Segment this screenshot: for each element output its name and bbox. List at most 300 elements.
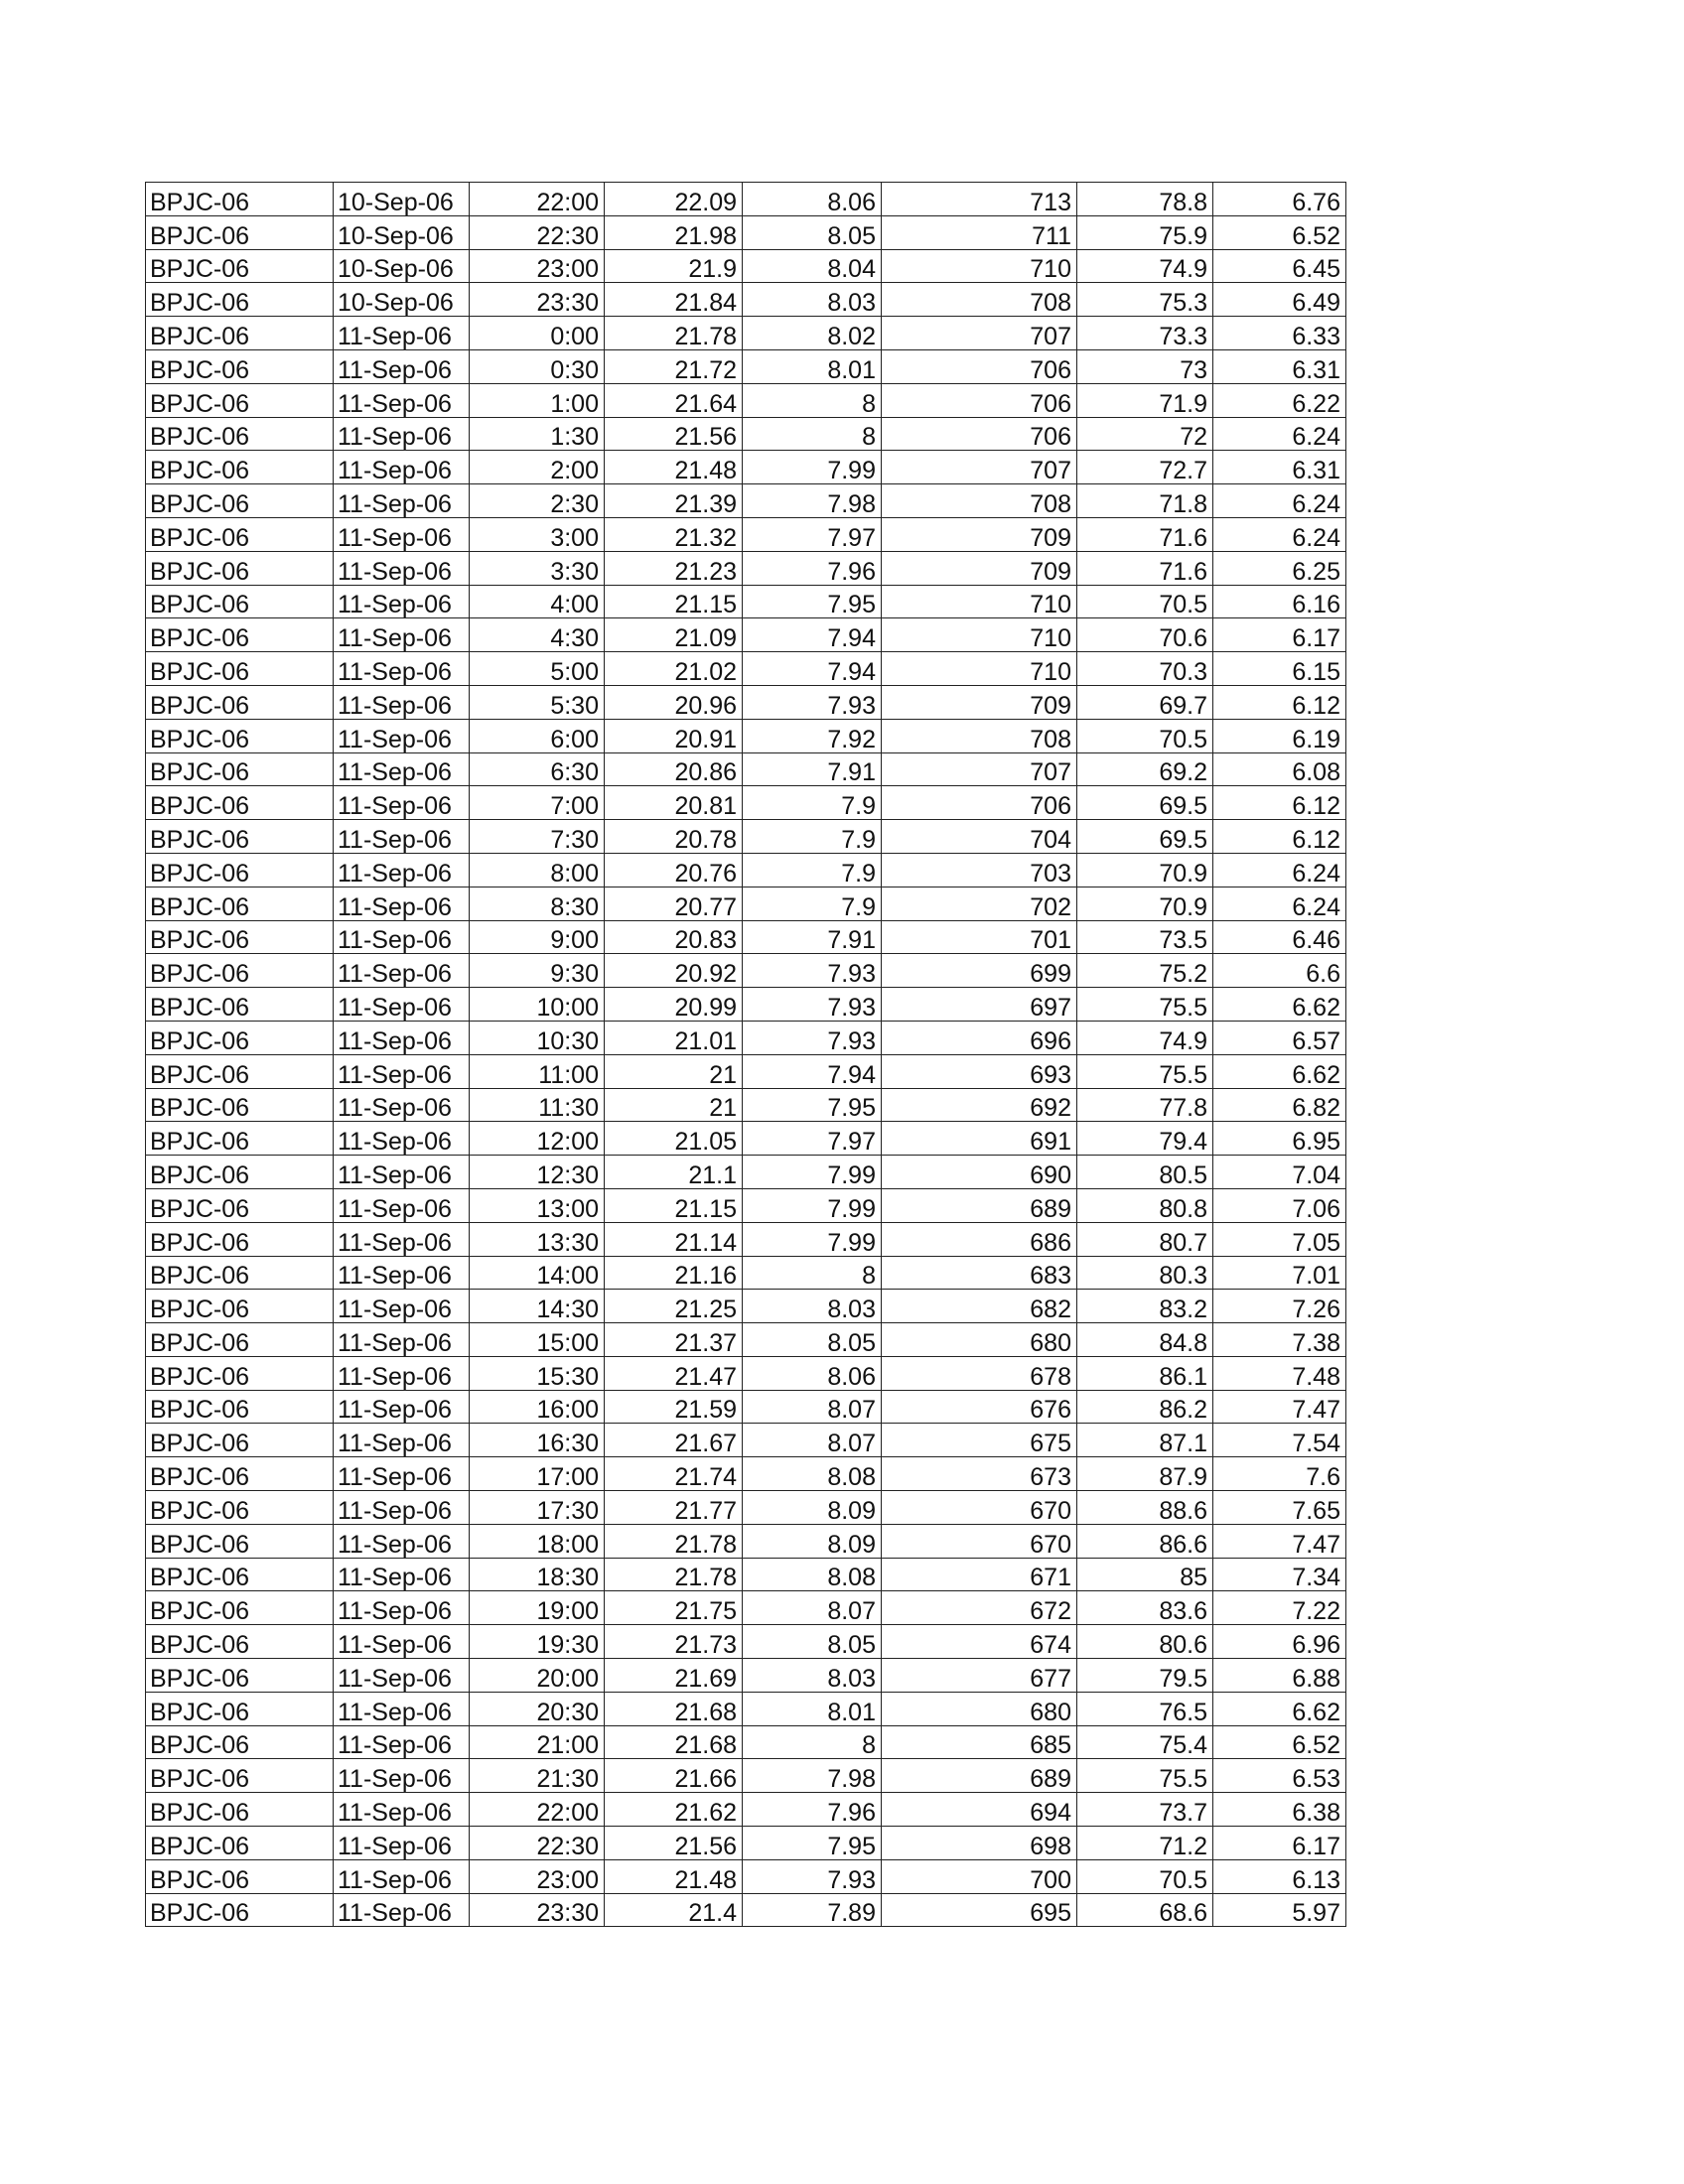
do-percent-cell: 88.6 [1077, 1491, 1213, 1525]
conductivity-cell: 700 [882, 1859, 1077, 1893]
table-row [146, 317, 1346, 350]
ph-cell: 7.93 [743, 1859, 882, 1893]
date-cell: 10-Sep-06 [334, 183, 470, 216]
ph-cell: 8.07 [743, 1424, 882, 1457]
do-percent-cell: 72.7 [1077, 451, 1213, 484]
conductivity-cell: 674 [882, 1625, 1077, 1659]
date-cell: 11-Sep-06 [334, 1188, 470, 1222]
date-cell: 11-Sep-06 [334, 1893, 470, 1927]
ph-cell: 7.94 [743, 618, 882, 652]
time-cell: 11:30 [470, 1088, 605, 1122]
do-percent-cell: 74.9 [1077, 249, 1213, 283]
conductivity-cell: 675 [882, 1424, 1077, 1457]
conductivity-cell: 709 [882, 517, 1077, 551]
do-percent-cell: 80.6 [1077, 1625, 1213, 1659]
do-percent-cell: 79.5 [1077, 1659, 1213, 1693]
do-mgl-cell: 6.62 [1213, 1692, 1346, 1725]
date-cell: 11-Sep-06 [334, 1156, 470, 1189]
table-row [146, 1188, 1346, 1222]
site-cell: BPJC-06 [146, 451, 334, 484]
do-percent-cell: 87.9 [1077, 1457, 1213, 1491]
do-mgl-cell: 6.12 [1213, 820, 1346, 854]
temperature-cell: 21.01 [605, 1021, 743, 1054]
site-cell: BPJC-06 [146, 317, 334, 350]
site-cell: BPJC-06 [146, 1893, 334, 1927]
site-cell: BPJC-06 [146, 215, 334, 249]
temperature-cell: 21.68 [605, 1692, 743, 1725]
do-mgl-cell: 6.52 [1213, 215, 1346, 249]
time-cell: 16:00 [470, 1390, 605, 1424]
date-cell: 11-Sep-06 [334, 954, 470, 988]
do-mgl-cell: 6.22 [1213, 383, 1346, 417]
temperature-cell: 21.15 [605, 585, 743, 618]
do-percent-cell: 83.6 [1077, 1591, 1213, 1625]
date-cell: 11-Sep-06 [334, 1457, 470, 1491]
temperature-cell: 21.15 [605, 1188, 743, 1222]
date-cell: 11-Sep-06 [334, 551, 470, 585]
time-cell: 0:00 [470, 317, 605, 350]
date-cell: 11-Sep-06 [334, 1424, 470, 1457]
ph-cell: 7.97 [743, 517, 882, 551]
date-cell: 11-Sep-06 [334, 451, 470, 484]
date-cell: 11-Sep-06 [334, 1625, 470, 1659]
temperature-cell: 20.76 [605, 853, 743, 887]
data-table [145, 182, 1346, 1927]
time-cell: 5:00 [470, 652, 605, 686]
do-percent-cell: 69.2 [1077, 752, 1213, 786]
conductivity-cell: 707 [882, 317, 1077, 350]
do-mgl-cell: 6.88 [1213, 1659, 1346, 1693]
table-row [146, 1491, 1346, 1525]
ph-cell: 8.04 [743, 249, 882, 283]
do-percent-cell: 75.3 [1077, 283, 1213, 317]
ph-cell: 8.08 [743, 1558, 882, 1591]
do-mgl-cell: 6.62 [1213, 1054, 1346, 1088]
temperature-cell: 21.74 [605, 1457, 743, 1491]
ph-cell: 7.97 [743, 1122, 882, 1156]
conductivity-cell: 710 [882, 249, 1077, 283]
do-mgl-cell: 6.95 [1213, 1122, 1346, 1156]
date-cell: 11-Sep-06 [334, 920, 470, 954]
time-cell: 23:30 [470, 1893, 605, 1927]
date-cell: 11-Sep-06 [334, 1659, 470, 1693]
do-mgl-cell: 7.6 [1213, 1457, 1346, 1491]
ph-cell: 7.9 [743, 786, 882, 820]
site-cell: BPJC-06 [146, 988, 334, 1022]
site-cell: BPJC-06 [146, 1725, 334, 1759]
conductivity-cell: 706 [882, 786, 1077, 820]
conductivity-cell: 693 [882, 1054, 1077, 1088]
date-cell: 11-Sep-06 [334, 887, 470, 920]
do-mgl-cell: 6.49 [1213, 283, 1346, 317]
table-row [146, 183, 1346, 216]
table-row [146, 1558, 1346, 1591]
do-mgl-cell: 5.97 [1213, 1893, 1346, 1927]
table-row [146, 249, 1346, 283]
date-cell: 11-Sep-06 [334, 685, 470, 719]
time-cell: 15:00 [470, 1323, 605, 1357]
time-cell: 14:00 [470, 1256, 605, 1290]
do-mgl-cell: 6.24 [1213, 517, 1346, 551]
conductivity-cell: 689 [882, 1759, 1077, 1793]
conductivity-cell: 702 [882, 887, 1077, 920]
ph-cell: 8.07 [743, 1591, 882, 1625]
table-row [146, 954, 1346, 988]
do-percent-cell: 86.2 [1077, 1390, 1213, 1424]
do-percent-cell: 71.2 [1077, 1827, 1213, 1860]
temperature-cell: 21.32 [605, 517, 743, 551]
date-cell: 11-Sep-06 [334, 317, 470, 350]
do-percent-cell: 71.8 [1077, 484, 1213, 518]
site-cell: BPJC-06 [146, 1122, 334, 1156]
do-mgl-cell: 6.31 [1213, 451, 1346, 484]
conductivity-cell: 706 [882, 383, 1077, 417]
do-percent-cell: 75.4 [1077, 1725, 1213, 1759]
site-cell: BPJC-06 [146, 1793, 334, 1827]
temperature-cell: 21 [605, 1054, 743, 1088]
site-cell: BPJC-06 [146, 1256, 334, 1290]
table-row [146, 383, 1346, 417]
site-cell: BPJC-06 [146, 1222, 334, 1256]
time-cell: 5:30 [470, 685, 605, 719]
conductivity-cell: 690 [882, 1156, 1077, 1189]
site-cell: BPJC-06 [146, 920, 334, 954]
temperature-cell: 20.77 [605, 887, 743, 920]
do-mgl-cell: 6.17 [1213, 1827, 1346, 1860]
do-percent-cell: 70.9 [1077, 853, 1213, 887]
table-row [146, 517, 1346, 551]
time-cell: 4:00 [470, 585, 605, 618]
time-cell: 2:00 [470, 451, 605, 484]
ph-cell: 8.01 [743, 349, 882, 383]
temperature-cell: 20.91 [605, 719, 743, 752]
time-cell: 22:00 [470, 183, 605, 216]
site-cell: BPJC-06 [146, 1156, 334, 1189]
ph-cell: 7.93 [743, 1021, 882, 1054]
do-mgl-cell: 6.82 [1213, 1088, 1346, 1122]
temperature-cell: 21.75 [605, 1591, 743, 1625]
conductivity-cell: 673 [882, 1457, 1077, 1491]
table-row [146, 283, 1346, 317]
ph-cell: 8.08 [743, 1457, 882, 1491]
site-cell: BPJC-06 [146, 719, 334, 752]
do-percent-cell: 74.9 [1077, 1021, 1213, 1054]
time-cell: 7:30 [470, 820, 605, 854]
do-percent-cell: 80.5 [1077, 1156, 1213, 1189]
time-cell: 18:30 [470, 1558, 605, 1591]
table-row [146, 1692, 1346, 1725]
date-cell: 11-Sep-06 [334, 752, 470, 786]
time-cell: 13:00 [470, 1188, 605, 1222]
do-percent-cell: 78.8 [1077, 183, 1213, 216]
table-row [146, 988, 1346, 1022]
ph-cell: 7.99 [743, 451, 882, 484]
table-row [146, 1290, 1346, 1323]
time-cell: 22:00 [470, 1793, 605, 1827]
time-cell: 20:30 [470, 1692, 605, 1725]
do-percent-cell: 75.9 [1077, 215, 1213, 249]
conductivity-cell: 696 [882, 1021, 1077, 1054]
date-cell: 11-Sep-06 [334, 719, 470, 752]
table-row [146, 1356, 1346, 1390]
date-cell: 11-Sep-06 [334, 1323, 470, 1357]
time-cell: 0:30 [470, 349, 605, 383]
temperature-cell: 21.48 [605, 1859, 743, 1893]
conductivity-cell: 686 [882, 1222, 1077, 1256]
do-mgl-cell: 7.65 [1213, 1491, 1346, 1525]
site-cell: BPJC-06 [146, 1290, 334, 1323]
ph-cell: 8 [743, 1725, 882, 1759]
do-mgl-cell: 7.34 [1213, 1558, 1346, 1591]
table-row [146, 1222, 1346, 1256]
date-cell: 11-Sep-06 [334, 1290, 470, 1323]
do-mgl-cell: 6.57 [1213, 1021, 1346, 1054]
do-mgl-cell: 7.05 [1213, 1222, 1346, 1256]
date-cell: 11-Sep-06 [334, 1491, 470, 1525]
temperature-cell: 20.96 [605, 685, 743, 719]
site-cell: BPJC-06 [146, 1759, 334, 1793]
temperature-cell: 21.78 [605, 1558, 743, 1591]
ph-cell: 8.09 [743, 1491, 882, 1525]
do-percent-cell: 77.8 [1077, 1088, 1213, 1122]
site-cell: BPJC-06 [146, 417, 334, 451]
conductivity-cell: 672 [882, 1591, 1077, 1625]
site-cell: BPJC-06 [146, 1491, 334, 1525]
site-cell: BPJC-06 [146, 954, 334, 988]
ph-cell: 8.06 [743, 1356, 882, 1390]
ph-cell: 7.9 [743, 820, 882, 854]
do-percent-cell: 70.5 [1077, 1859, 1213, 1893]
site-cell: BPJC-06 [146, 585, 334, 618]
do-mgl-cell: 6.19 [1213, 719, 1346, 752]
temperature-cell: 21.05 [605, 1122, 743, 1156]
table-row [146, 920, 1346, 954]
site-cell: BPJC-06 [146, 853, 334, 887]
conductivity-cell: 680 [882, 1323, 1077, 1357]
time-cell: 8:00 [470, 853, 605, 887]
do-percent-cell: 80.8 [1077, 1188, 1213, 1222]
table-body [146, 183, 1346, 1927]
ph-cell: 8 [743, 1256, 882, 1290]
time-cell: 3:00 [470, 517, 605, 551]
date-cell: 10-Sep-06 [334, 283, 470, 317]
temperature-cell: 21.39 [605, 484, 743, 518]
table-row [146, 1859, 1346, 1893]
time-cell: 15:30 [470, 1356, 605, 1390]
temperature-cell: 21.25 [605, 1290, 743, 1323]
table-row [146, 1054, 1346, 1088]
ph-cell: 7.91 [743, 752, 882, 786]
time-cell: 19:30 [470, 1625, 605, 1659]
do-percent-cell: 75.5 [1077, 1054, 1213, 1088]
conductivity-cell: 680 [882, 1692, 1077, 1725]
temperature-cell: 21.1 [605, 1156, 743, 1189]
table-row [146, 1625, 1346, 1659]
conductivity-cell: 694 [882, 1793, 1077, 1827]
site-cell: BPJC-06 [146, 887, 334, 920]
do-mgl-cell: 6.12 [1213, 685, 1346, 719]
table-row [146, 1893, 1346, 1927]
time-cell: 19:00 [470, 1591, 605, 1625]
do-mgl-cell: 7.48 [1213, 1356, 1346, 1390]
date-cell: 11-Sep-06 [334, 1591, 470, 1625]
do-percent-cell: 71.6 [1077, 551, 1213, 585]
table-row [146, 685, 1346, 719]
time-cell: 3:30 [470, 551, 605, 585]
do-percent-cell: 80.7 [1077, 1222, 1213, 1256]
temperature-cell: 21.48 [605, 451, 743, 484]
conductivity-cell: 709 [882, 551, 1077, 585]
time-cell: 22:30 [470, 215, 605, 249]
site-cell: BPJC-06 [146, 685, 334, 719]
do-mgl-cell: 7.22 [1213, 1591, 1346, 1625]
do-mgl-cell: 6.96 [1213, 1625, 1346, 1659]
do-mgl-cell: 7.26 [1213, 1290, 1346, 1323]
do-percent-cell: 85 [1077, 1558, 1213, 1591]
time-cell: 23:00 [470, 1859, 605, 1893]
date-cell: 11-Sep-06 [334, 853, 470, 887]
do-mgl-cell: 6.53 [1213, 1759, 1346, 1793]
date-cell: 11-Sep-06 [334, 1256, 470, 1290]
ph-cell: 8.09 [743, 1524, 882, 1558]
time-cell: 6:30 [470, 752, 605, 786]
site-cell: BPJC-06 [146, 618, 334, 652]
do-mgl-cell: 6.6 [1213, 954, 1346, 988]
do-mgl-cell: 6.12 [1213, 786, 1346, 820]
do-percent-cell: 73.7 [1077, 1793, 1213, 1827]
ph-cell: 8.05 [743, 1625, 882, 1659]
table-row [146, 1122, 1346, 1156]
ph-cell: 7.95 [743, 1827, 882, 1860]
table-row [146, 1256, 1346, 1290]
temperature-cell: 20.81 [605, 786, 743, 820]
conductivity-cell: 706 [882, 417, 1077, 451]
time-cell: 12:30 [470, 1156, 605, 1189]
time-cell: 17:30 [470, 1491, 605, 1525]
time-cell: 1:30 [470, 417, 605, 451]
temperature-cell: 22.09 [605, 183, 743, 216]
do-percent-cell: 70.9 [1077, 887, 1213, 920]
site-cell: BPJC-06 [146, 1859, 334, 1893]
ph-cell: 7.98 [743, 484, 882, 518]
site-cell: BPJC-06 [146, 283, 334, 317]
ph-cell: 7.93 [743, 988, 882, 1022]
conductivity-cell: 683 [882, 1256, 1077, 1290]
time-cell: 13:30 [470, 1222, 605, 1256]
site-cell: BPJC-06 [146, 1692, 334, 1725]
temperature-cell: 21.59 [605, 1390, 743, 1424]
temperature-cell: 21.73 [605, 1625, 743, 1659]
date-cell: 11-Sep-06 [334, 1390, 470, 1424]
table-row [146, 215, 1346, 249]
date-cell: 11-Sep-06 [334, 1759, 470, 1793]
do-mgl-cell: 7.06 [1213, 1188, 1346, 1222]
time-cell: 8:30 [470, 887, 605, 920]
ph-cell: 8.01 [743, 1692, 882, 1725]
ph-cell: 7.9 [743, 887, 882, 920]
do-mgl-cell: 6.46 [1213, 920, 1346, 954]
conductivity-cell: 704 [882, 820, 1077, 854]
do-percent-cell: 71.6 [1077, 517, 1213, 551]
conductivity-cell: 685 [882, 1725, 1077, 1759]
do-percent-cell: 73.3 [1077, 317, 1213, 350]
table-row [146, 1323, 1346, 1357]
do-mgl-cell: 6.62 [1213, 988, 1346, 1022]
site-cell: BPJC-06 [146, 1625, 334, 1659]
date-cell: 11-Sep-06 [334, 484, 470, 518]
do-mgl-cell: 6.24 [1213, 417, 1346, 451]
temperature-cell: 21.62 [605, 1793, 743, 1827]
site-cell: BPJC-06 [146, 1827, 334, 1860]
ph-cell: 8.05 [743, 1323, 882, 1357]
temperature-cell: 21.68 [605, 1725, 743, 1759]
conductivity-cell: 676 [882, 1390, 1077, 1424]
temperature-cell: 21.56 [605, 417, 743, 451]
ph-cell: 7.95 [743, 585, 882, 618]
conductivity-cell: 697 [882, 988, 1077, 1022]
date-cell: 11-Sep-06 [334, 349, 470, 383]
temperature-cell: 21.67 [605, 1424, 743, 1457]
site-cell: BPJC-06 [146, 752, 334, 786]
table-row [146, 1659, 1346, 1693]
site-cell: BPJC-06 [146, 1188, 334, 1222]
site-cell: BPJC-06 [146, 1021, 334, 1054]
ph-cell: 8.03 [743, 1659, 882, 1693]
conductivity-cell: 708 [882, 719, 1077, 752]
date-cell: 11-Sep-06 [334, 1021, 470, 1054]
date-cell: 11-Sep-06 [334, 517, 470, 551]
time-cell: 17:00 [470, 1457, 605, 1491]
do-percent-cell: 73.5 [1077, 920, 1213, 954]
table-row [146, 484, 1346, 518]
site-cell: BPJC-06 [146, 249, 334, 283]
do-mgl-cell: 6.45 [1213, 249, 1346, 283]
site-cell: BPJC-06 [146, 484, 334, 518]
date-cell: 11-Sep-06 [334, 988, 470, 1022]
ph-cell: 7.94 [743, 1054, 882, 1088]
temperature-cell: 21.02 [605, 652, 743, 686]
temperature-cell: 21.69 [605, 1659, 743, 1693]
table-row [146, 1591, 1346, 1625]
do-mgl-cell: 6.76 [1213, 183, 1346, 216]
conductivity-cell: 692 [882, 1088, 1077, 1122]
site-cell: BPJC-06 [146, 551, 334, 585]
time-cell: 16:30 [470, 1424, 605, 1457]
table-row [146, 786, 1346, 820]
do-percent-cell: 70.6 [1077, 618, 1213, 652]
ph-cell: 7.93 [743, 685, 882, 719]
temperature-cell: 20.99 [605, 988, 743, 1022]
time-cell: 21:30 [470, 1759, 605, 1793]
ph-cell: 8 [743, 417, 882, 451]
ph-cell: 8.03 [743, 1290, 882, 1323]
site-cell: BPJC-06 [146, 1659, 334, 1693]
temperature-cell: 20.83 [605, 920, 743, 954]
do-percent-cell: 86.1 [1077, 1356, 1213, 1390]
do-percent-cell: 72 [1077, 417, 1213, 451]
temperature-cell: 21.77 [605, 1491, 743, 1525]
do-percent-cell: 75.5 [1077, 988, 1213, 1022]
date-cell: 11-Sep-06 [334, 1356, 470, 1390]
temperature-cell: 21.72 [605, 349, 743, 383]
temperature-cell: 21.47 [605, 1356, 743, 1390]
do-mgl-cell: 7.04 [1213, 1156, 1346, 1189]
date-cell: 11-Sep-06 [334, 1859, 470, 1893]
do-percent-cell: 70.5 [1077, 719, 1213, 752]
table-row [146, 1725, 1346, 1759]
do-mgl-cell: 7.38 [1213, 1323, 1346, 1357]
table-row [146, 1759, 1346, 1793]
